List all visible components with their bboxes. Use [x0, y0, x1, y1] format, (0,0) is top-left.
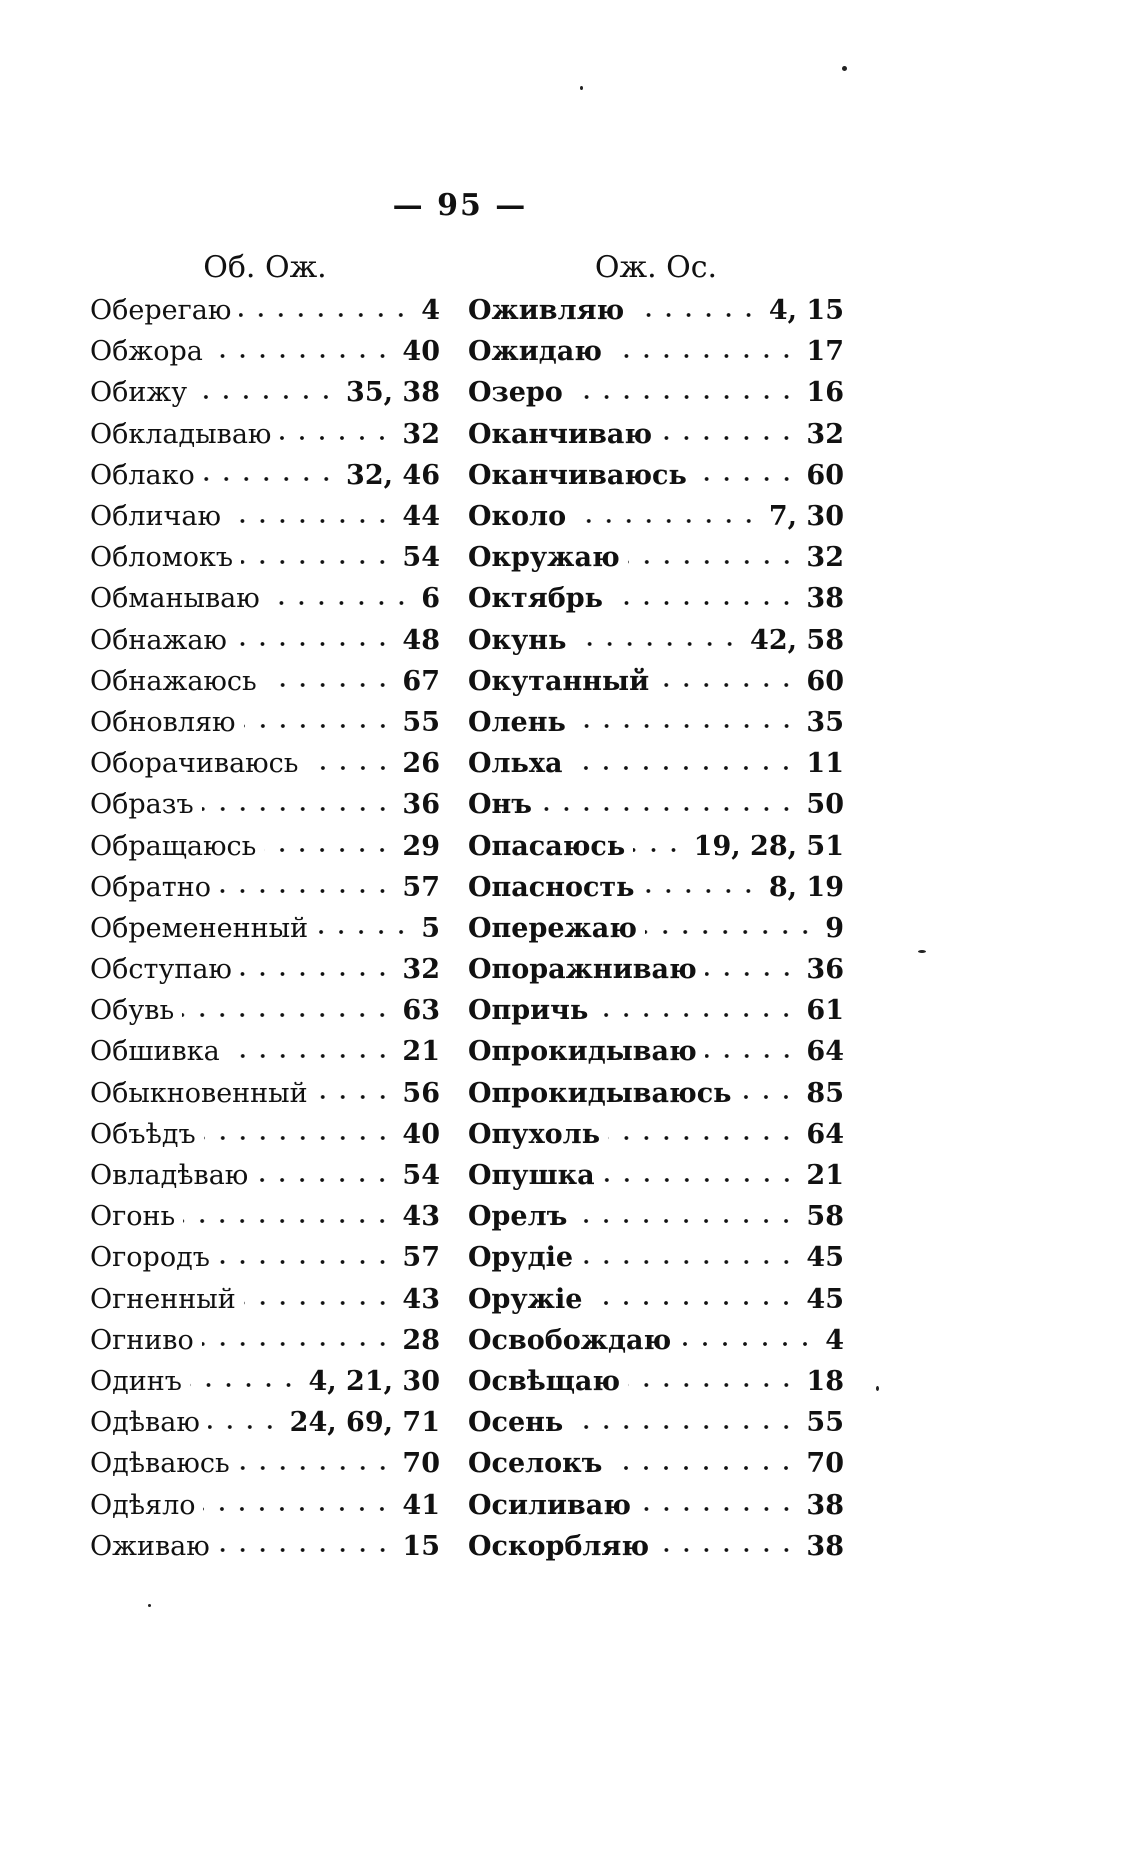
entry-pages: 21 — [806, 1160, 844, 1192]
dot-leader — [264, 848, 392, 852]
entry-pages: 70 — [806, 1448, 844, 1480]
dot-leader — [596, 1013, 796, 1017]
entry-word: Оживаю — [90, 1530, 210, 1562]
print-speck — [580, 86, 583, 90]
entry-word: Оскорбляю — [468, 1530, 650, 1562]
entry-pages: 19, 28, 51 — [693, 830, 844, 862]
entry-pages: 60 — [806, 459, 844, 491]
entry-pages: 21 — [402, 1036, 440, 1068]
index-entry — [468, 1155, 844, 1196]
entry-pages: 67 — [402, 665, 440, 697]
index-entry — [468, 743, 844, 784]
entry-pages: 55 — [402, 706, 440, 738]
index-entry — [468, 1196, 844, 1237]
dot-leader — [229, 519, 392, 523]
entry-pages: 60 — [806, 665, 844, 697]
index-entry — [90, 908, 440, 949]
index-entry — [468, 1320, 844, 1361]
entry-pages: 43 — [402, 1283, 440, 1315]
entry-word: Оканчиваю — [468, 418, 653, 450]
entry-word: Обновляю — [90, 706, 236, 738]
dot-leader — [628, 1383, 796, 1387]
dot-leader — [540, 807, 796, 811]
entry-word: Опасность — [468, 871, 635, 903]
index-entry — [90, 1320, 440, 1361]
entry-pages: 43 — [402, 1201, 440, 1233]
dot-leader — [574, 724, 797, 728]
entry-word: Обшивка — [90, 1036, 220, 1068]
dot-leader — [195, 395, 336, 399]
index-entry — [90, 331, 440, 372]
entry-word: Озеро — [468, 377, 563, 409]
index-entry — [468, 1361, 844, 1402]
dot-leader — [316, 1095, 393, 1099]
entry-word: Оборачиваюсь — [90, 748, 299, 780]
dot-leader — [265, 683, 393, 687]
entry-word: Ожидаю — [468, 336, 602, 368]
dot-leader — [608, 1136, 796, 1140]
print-speck — [918, 950, 926, 953]
entry-pages: 44 — [402, 501, 440, 533]
index-entry — [90, 1155, 440, 1196]
entry-pages: 64 — [806, 1118, 844, 1150]
index-entry — [468, 661, 844, 702]
index-entry — [468, 372, 844, 413]
entry-word: Обступаю — [90, 954, 232, 986]
index-entry — [90, 1484, 440, 1525]
entry-pages: 32, 46 — [346, 459, 440, 491]
entry-word: Ольха — [468, 748, 563, 780]
dot-leader — [657, 1548, 796, 1552]
dot-leader — [316, 930, 411, 934]
entry-pages: 48 — [402, 624, 440, 656]
entry-pages: 40 — [402, 1118, 440, 1150]
dot-leader — [660, 436, 796, 440]
index-entry — [468, 784, 844, 825]
entry-word: Огненный — [90, 1283, 236, 1315]
dot-leader — [705, 1054, 797, 1058]
index-entry — [468, 1402, 844, 1443]
entry-word: Оружіе — [468, 1283, 583, 1315]
index-entry — [90, 290, 440, 331]
entry-pages: 6 — [421, 583, 440, 615]
dot-leader — [633, 848, 684, 852]
entry-word: Обжора — [90, 336, 203, 368]
entry-word: Около — [468, 501, 567, 533]
index-entry — [468, 1114, 844, 1155]
entry-pages: 32 — [806, 542, 844, 574]
entry-word: Обремененный — [90, 912, 309, 944]
entry-pages: 4 — [825, 1324, 844, 1356]
entry-pages: 11 — [806, 748, 844, 780]
index-entry — [468, 578, 844, 619]
entry-word: Обманываю — [90, 583, 260, 615]
index-entry — [90, 1114, 440, 1155]
dot-leader — [575, 1219, 796, 1223]
print-speck — [148, 1604, 151, 1607]
entry-pages: 70 — [402, 1448, 440, 1480]
dot-leader — [705, 972, 797, 976]
entry-word: Обнажаюсь — [90, 665, 257, 697]
dot-leader — [695, 477, 797, 481]
column-heading: Ож. Ос. — [594, 250, 718, 285]
entry-word: Опережаю — [468, 912, 637, 944]
entry-pages: 45 — [806, 1283, 844, 1315]
entry-word: Одѣваю — [90, 1407, 200, 1439]
entry-word: Огородъ — [90, 1242, 210, 1274]
print-speck — [842, 66, 847, 71]
dot-leader — [241, 560, 392, 564]
entry-pages: 4 — [421, 295, 440, 327]
entry-pages: 40 — [402, 336, 440, 368]
dot-leader — [603, 1178, 797, 1182]
index-entry — [468, 1279, 844, 1320]
entry-pages: 8, 19 — [768, 871, 844, 903]
entry-word: Облако — [90, 459, 195, 491]
dot-leader — [202, 1342, 393, 1346]
column-heading: Об. Ож. — [203, 250, 327, 285]
index-entry — [90, 1443, 440, 1484]
index-entry — [90, 743, 440, 784]
index-entry — [90, 867, 440, 908]
dot-leader — [279, 436, 392, 440]
index-entry — [90, 990, 440, 1031]
dot-leader — [183, 1219, 392, 1223]
index-entry — [468, 1237, 844, 1278]
dot-leader — [203, 1507, 392, 1511]
dot-leader — [218, 1260, 393, 1264]
index-entry — [90, 1237, 440, 1278]
entry-pages: 42, 58 — [750, 624, 844, 656]
index-entry — [90, 372, 440, 413]
index-entry — [90, 578, 440, 619]
dot-leader — [204, 1136, 393, 1140]
entry-pages: 54 — [402, 542, 440, 574]
dot-leader — [610, 1466, 796, 1470]
dot-leader — [219, 889, 392, 893]
entry-word: Объѣдъ — [90, 1118, 196, 1150]
index-entry — [468, 1031, 844, 1072]
index-entry — [90, 784, 440, 825]
entry-pages: 61 — [806, 995, 844, 1027]
dot-leader — [570, 766, 796, 770]
entry-pages: 4, 21, 30 — [308, 1365, 440, 1397]
dot-leader — [244, 1301, 393, 1305]
dot-leader — [639, 1507, 796, 1511]
entry-pages: 38 — [806, 583, 844, 615]
entry-word: Октябрь — [468, 583, 603, 615]
entry-pages: 5 — [421, 912, 440, 944]
entry-word: Олень — [468, 706, 566, 738]
entry-pages: 38 — [806, 1489, 844, 1521]
index-entry — [90, 1073, 440, 1114]
entry-word: Образъ — [90, 789, 194, 821]
dot-leader — [632, 313, 759, 317]
entry-word: Онъ — [468, 789, 532, 821]
index-entry — [90, 455, 440, 496]
dot-leader — [571, 395, 797, 399]
index-entry — [468, 1443, 844, 1484]
index-entry — [468, 949, 844, 990]
entry-word: Оканчиваюсь — [468, 459, 687, 491]
index-entry — [90, 825, 440, 866]
dot-leader — [657, 683, 796, 687]
dot-leader — [574, 519, 759, 523]
page-number: — 95 — — [392, 188, 528, 223]
index-entry — [468, 1073, 844, 1114]
dot-leader — [679, 1342, 815, 1346]
dot-leader — [628, 560, 797, 564]
index-entry — [90, 1402, 440, 1443]
entry-word: Опоражниваю — [468, 954, 697, 986]
index-entry — [468, 331, 844, 372]
dot-leader — [238, 1466, 393, 1470]
entry-word: Опрокидываю — [468, 1036, 697, 1068]
index-entry — [90, 702, 440, 743]
entry-word: Обращаюсь — [90, 830, 257, 862]
entry-pages: 56 — [402, 1077, 440, 1109]
dot-leader — [268, 601, 411, 605]
entry-word: Осиливаю — [468, 1489, 631, 1521]
index-entry — [90, 949, 440, 990]
dot-leader — [739, 1095, 796, 1099]
entry-pages: 54 — [402, 1160, 440, 1192]
print-speck — [876, 1386, 879, 1391]
entry-word: Обыкновенный — [90, 1077, 308, 1109]
entry-word: Обкладываю — [90, 418, 272, 450]
index-entry — [90, 1196, 440, 1237]
entry-word: Опушка — [468, 1160, 595, 1192]
dot-leader — [611, 601, 797, 605]
entry-pages: 28 — [402, 1324, 440, 1356]
index-entry — [468, 1484, 844, 1525]
entry-pages: 17 — [806, 336, 844, 368]
index-entry — [468, 908, 844, 949]
entry-pages: 15 — [402, 1530, 440, 1562]
dot-leader — [645, 930, 815, 934]
entry-word: Одинъ — [90, 1365, 182, 1397]
entry-word: Обувь — [90, 995, 175, 1027]
entry-pages: 50 — [806, 789, 844, 821]
dot-leader — [239, 313, 411, 317]
entry-word: Освобождаю — [468, 1324, 672, 1356]
index-entry — [90, 1526, 440, 1567]
index-entry — [90, 414, 440, 455]
index-entry — [468, 620, 844, 661]
index-column-right — [468, 248, 844, 1567]
entry-pages: 85 — [806, 1077, 844, 1109]
dot-leader — [235, 642, 392, 646]
dot-leader — [244, 724, 393, 728]
entry-word: Обличаю — [90, 501, 221, 533]
entry-pages: 35, 38 — [346, 377, 440, 409]
entry-pages: 64 — [806, 1036, 844, 1068]
dot-leader — [590, 1301, 796, 1305]
index-entry — [468, 455, 844, 496]
entry-pages: 45 — [806, 1242, 844, 1274]
dot-leader — [571, 1425, 796, 1429]
entry-word: Опухоль — [468, 1118, 601, 1150]
dot-leader — [307, 766, 393, 770]
entry-pages: 41 — [402, 1489, 440, 1521]
dot-leader — [581, 1260, 796, 1264]
entry-pages: 32 — [806, 418, 844, 450]
entry-pages: 9 — [825, 912, 844, 944]
dot-leader — [211, 354, 393, 358]
index-entry — [90, 1361, 440, 1402]
entry-word: Обнажаю — [90, 624, 227, 656]
entry-pages: 63 — [402, 995, 440, 1027]
entry-pages: 57 — [402, 1242, 440, 1274]
entry-word: Огниво — [90, 1324, 194, 1356]
entry-pages: 35 — [806, 706, 844, 738]
entry-word: Обломокъ — [90, 542, 234, 574]
entry-word: Обижу — [90, 377, 188, 409]
entry-pages: 38 — [806, 1530, 844, 1562]
entry-word: Оселокъ — [468, 1448, 603, 1480]
dot-leader — [182, 1013, 392, 1017]
dot-leader — [218, 1548, 393, 1552]
entry-pages: 16 — [806, 377, 844, 409]
index-entry — [468, 825, 844, 866]
entry-word: Орудіе — [468, 1242, 574, 1274]
index-entry — [468, 990, 844, 1031]
index-entry — [90, 1279, 440, 1320]
entry-word: Окружаю — [468, 542, 620, 574]
entry-word: Опрокидываюсь — [468, 1077, 732, 1109]
entry-word: Осень — [468, 1407, 564, 1439]
dot-leader — [240, 972, 392, 976]
index-entry — [468, 867, 844, 908]
entry-pages: 18 — [806, 1365, 844, 1397]
entry-word: Окутанный — [468, 665, 650, 697]
entry-word: Орелъ — [468, 1201, 568, 1233]
entry-word: Обратно — [90, 871, 211, 903]
entry-word: Опасаюсь — [468, 830, 626, 862]
entry-word: Оживляю — [468, 295, 625, 327]
entry-pages: 57 — [402, 871, 440, 903]
dot-leader — [228, 1054, 393, 1058]
entry-pages: 7, 30 — [768, 501, 844, 533]
index-entry — [468, 1526, 844, 1567]
dot-leader — [208, 1425, 280, 1429]
entry-pages: 58 — [806, 1201, 844, 1233]
entry-pages: 26 — [402, 748, 440, 780]
entry-pages: 55 — [806, 1407, 844, 1439]
index-entry — [468, 496, 844, 537]
entry-word: Огонь — [90, 1201, 176, 1233]
dot-leader — [256, 1178, 392, 1182]
entry-word: Одѣяло — [90, 1489, 196, 1521]
dot-leader — [574, 642, 740, 646]
index-entry — [468, 290, 844, 331]
entry-word: Оберегаю — [90, 295, 232, 327]
entry-pages: 32 — [402, 418, 440, 450]
entry-pages: 4, 15 — [768, 295, 844, 327]
entry-word: Одѣваюсь — [90, 1448, 230, 1480]
entry-pages: 29 — [402, 830, 440, 862]
dot-leader — [190, 1383, 299, 1387]
dot-leader — [203, 477, 336, 481]
entry-word: Опричь — [468, 995, 589, 1027]
dot-leader — [610, 354, 796, 358]
entry-pages: 36 — [402, 789, 440, 821]
index-entry — [468, 702, 844, 743]
index-entry — [468, 414, 844, 455]
entry-pages: 36 — [806, 954, 844, 986]
index-entry — [90, 661, 440, 702]
entry-pages: 32 — [402, 954, 440, 986]
index-column-left — [90, 248, 440, 1567]
entry-word: Окунь — [468, 624, 567, 656]
index-entry — [90, 537, 440, 578]
index-entry — [468, 537, 844, 578]
dot-leader — [642, 889, 758, 893]
index-entry — [90, 620, 440, 661]
entry-word: Овладѣваю — [90, 1160, 249, 1192]
entry-pages: 24, 69, 71 — [289, 1407, 440, 1439]
index-entry — [90, 1031, 440, 1072]
dot-leader — [202, 807, 393, 811]
entry-word: Освѣщаю — [468, 1365, 621, 1397]
index-entry — [90, 496, 440, 537]
